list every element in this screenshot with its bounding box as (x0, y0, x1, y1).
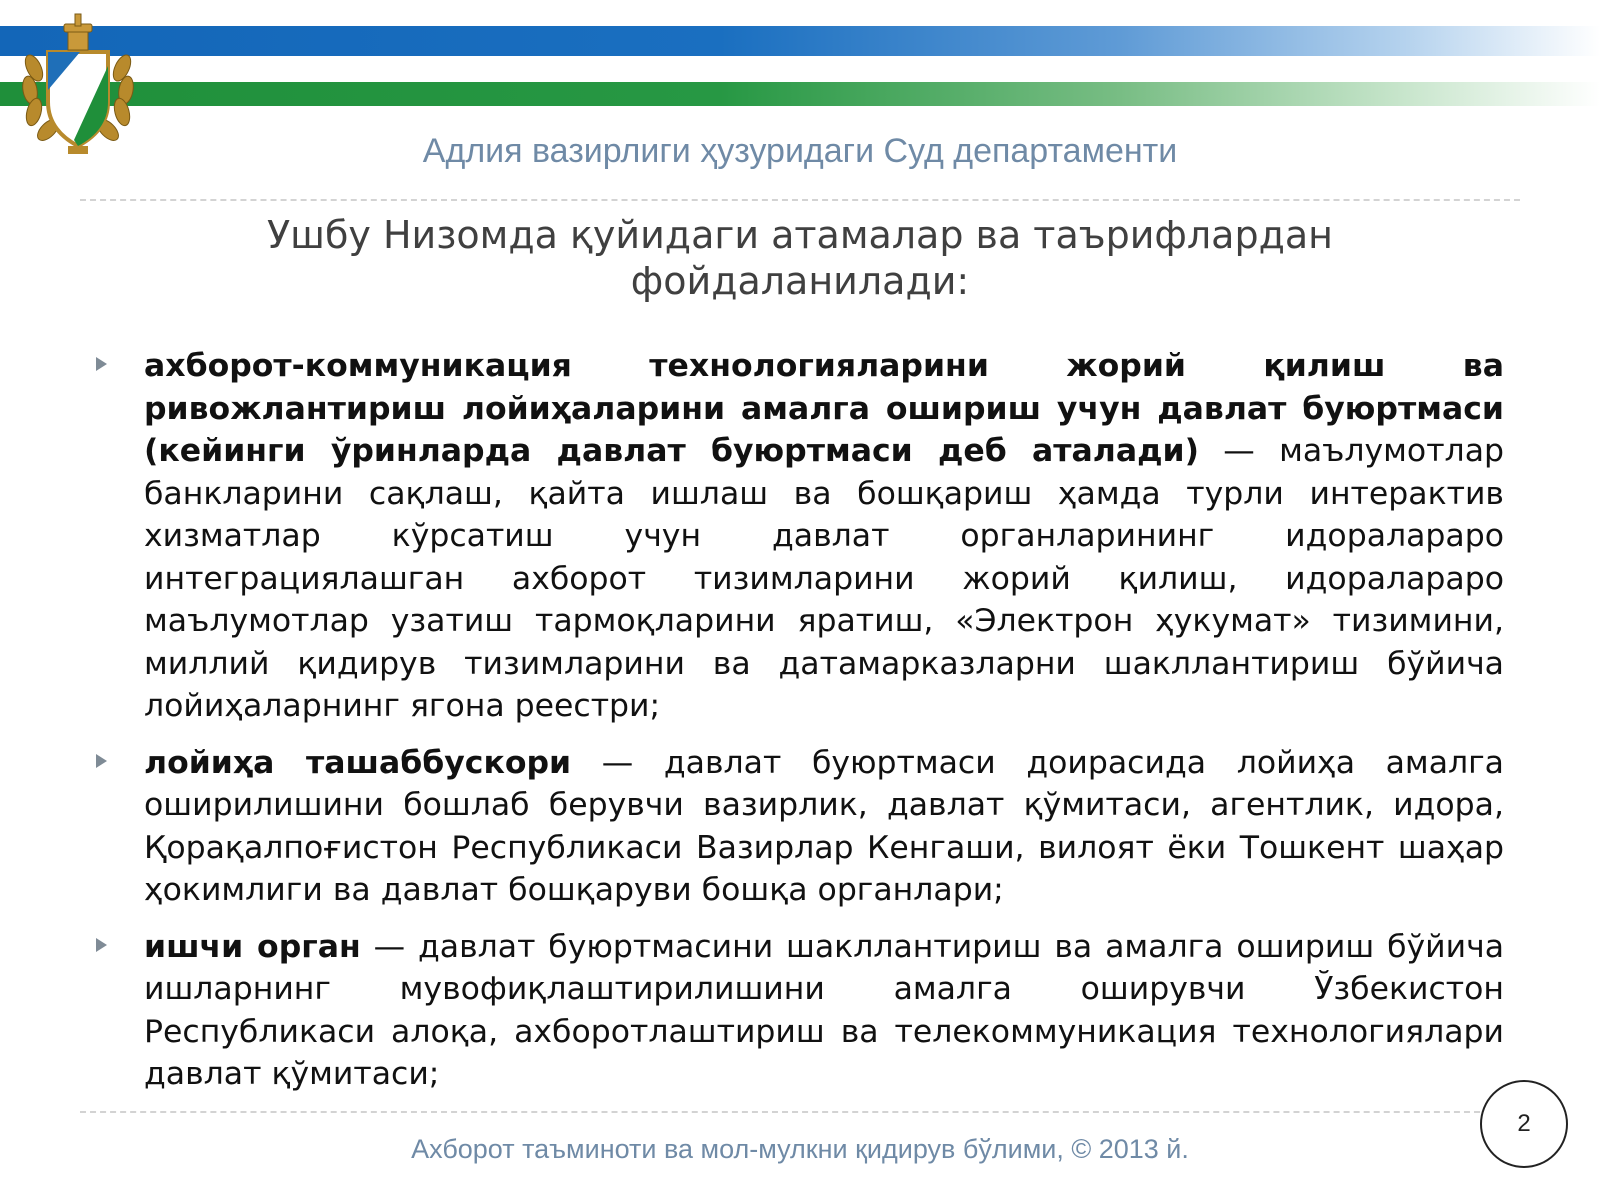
term: ишчи орган (144, 928, 361, 965)
definition: — давлат буюртмаси доирасида лойиҳа амалга оширилишини бошлаб берувчи вазирлик, давлат қўмитаси, агентлик, идора, Қорақалпоғистон Республикаси Вазирлар Кенгаши, вилоят ёки Тошкент шаҳар ҳокимлиги ва давлат бошқаруви бошқа органлари; (144, 744, 1504, 908)
definition: — давлат буюртмасини шакллантириш ва амалга ошириш бўйича ишларнинг мувофиқлаштирилишини амалга оширувчи Ўзбекистон Республикаси алоқа, ахборотлаштириш ва телекоммуникация технологиялари давлат қўмитаси; (144, 928, 1505, 1092)
triangle-bullet-icon (96, 357, 107, 371)
header-divider (80, 199, 1520, 201)
slide-subtitle: Ушбу Низомда қуйидаги атамалар ва таърифлардан фойдаланилади: (267, 213, 1333, 303)
page-number-badge: 2 (1480, 1080, 1568, 1168)
definition: — маълумотлар банкларини сақлаш, қайта ишлаш ва бошқариш ҳамда турли интерактив хизматлар кўрсатиш учун давлат органларининг идоралараро интеграциялашган ахборот тизимларини жорий қилиш, идоралараро маълумотлар узатиш тармоқларини яратиш, «Электрон ҳукумат» тизимини, миллий қидирув тизимларини ва датамарказларни шакллантириш бўйича лойиҳаларнинг ягона реестри; (144, 433, 1504, 724)
green-header-stripe (0, 82, 1600, 106)
footer-divider (80, 1111, 1480, 1113)
list-item (96, 345, 1504, 728)
term: ахборот-коммуникация технологияларини жорий қилиш ва ривожлантириш лойиҳаларини амалга ошириш учун давлат буюртмаси (кейинги ўринларда давлат буюртмаси деб аталади) (144, 348, 1504, 469)
list-item-text (144, 742, 1504, 912)
list-item-text (144, 345, 1504, 728)
triangle-bullet-icon (96, 938, 107, 952)
blue-header-stripe (0, 26, 1600, 56)
list-item (96, 742, 1504, 912)
footer-text: Ахборот таъминоти ва мол-мулкни қидирув бўлими, © 2013 й. (411, 1134, 1189, 1164)
triangle-bullet-icon (96, 754, 107, 768)
list-item (96, 926, 1504, 1096)
term: лойиҳа ташаббускори (144, 744, 572, 781)
definition-list (96, 345, 1504, 1110)
list-item-text (144, 926, 1504, 1096)
header-title: Адлия вазирлиги ҳузуридаги Суд департаменти (422, 132, 1178, 170)
